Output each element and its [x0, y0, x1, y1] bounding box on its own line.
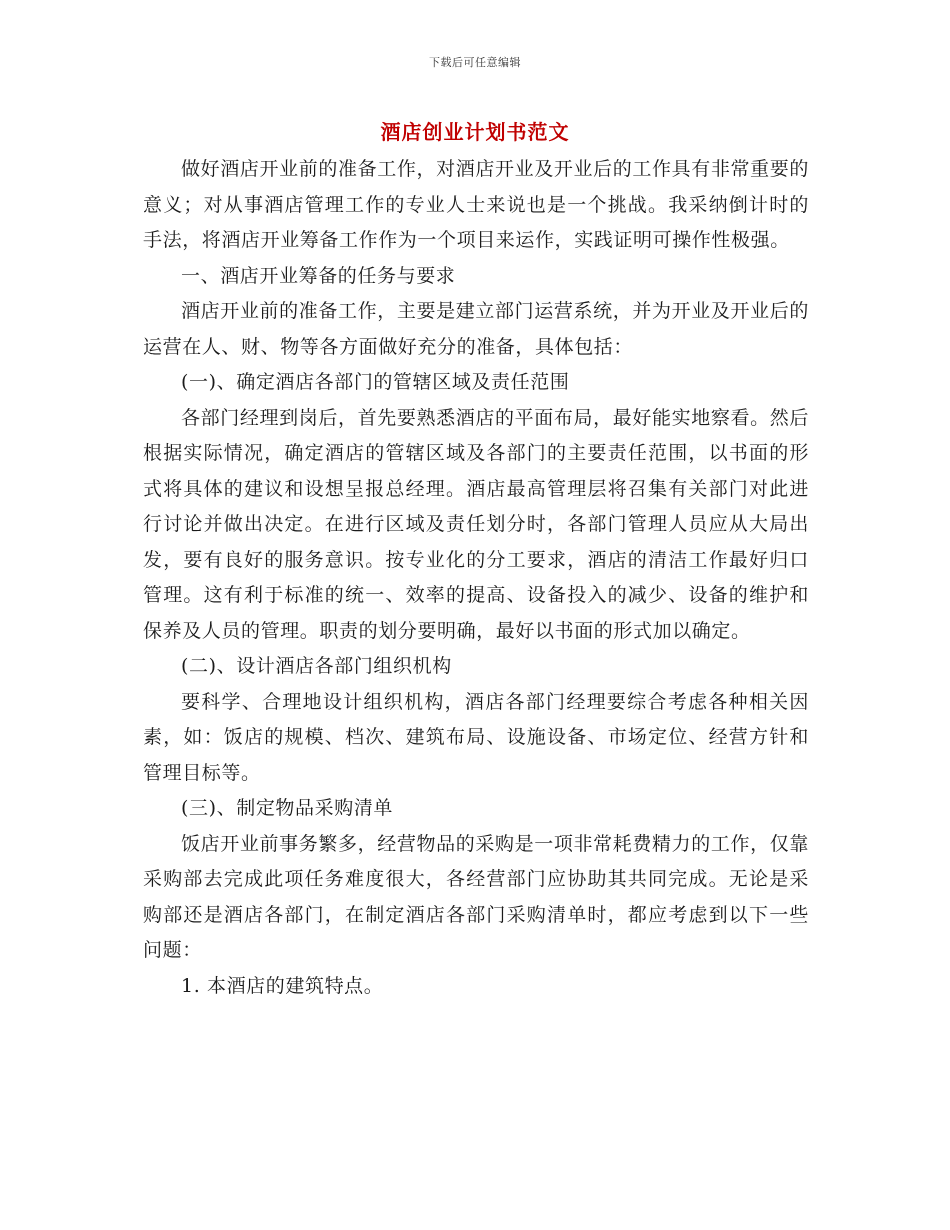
- body-paragraph: 要科学、合理地设计组织机构，酒店各部门经理要综合考虑各种相关因素，如：饭店的规模、档次、建筑布局、设施设备、市场定位、经营方针和管理目标等。: [143, 690, 809, 784]
- section-heading-1: 一、酒店开业筹备的任务与要求: [181, 264, 456, 287]
- list-item: 1. 本酒店的建筑特点。: [181, 974, 384, 997]
- body-paragraph: 饭店开业前事务繁多，经营物品的采购是一项非常耗费精力的工作，仅靠采购部去完成此项任务难度很大，各经营部门应协助其共同完成。无论是采购部还是酒店各部门，在制定酒店各部门采购清单时，都应考虑到以下一些问题：: [143, 832, 809, 961]
- page-header-note: 下载后可任意编辑: [429, 56, 521, 69]
- body-paragraph-intro: 做好酒店开业前的准备工作，对酒店开业及开业后的工作具有非常重要的意义；对从事酒店管理工作的专业人士来说也是一个挑战。我采纳倒计时的手法，将酒店开业筹备工作作为一个项目来运作，实践证明可操作性极强。: [143, 158, 809, 251]
- document-title: 酒店创业计划书范文: [380, 120, 570, 144]
- body-paragraph: 各部门经理到岗后，首先要熟悉酒店的平面布局，最好能实地察看。然后根据实际情况，确定酒店的管辖区域及各部门的主要责任范围，以书面的形式将具体的建议和设想呈报总经理。酒店最高管理层将召集有关部门对此进行讨论并做出决定。在进行区域及责任划分时，各部门管理人员应从大局出发，要有良好的服务意识。按专业化的分工要求，酒店的清洁工作最好归口管理。这有利于标准的统一、效率的提高、设备投入的减少、设备的维护和保养及人员的管理。职责的划分要明确，最好以书面的形式加以确定。: [143, 406, 809, 642]
- subsection-heading-2: (二)、设计酒店各部门组织机构: [181, 655, 452, 677]
- body-paragraph: 酒店开业前的准备工作，主要是建立部门运营系统，并为开业及开业后的运营在人、财、物等各方面做好充分的准备，具体包括：: [143, 300, 809, 358]
- subsection-heading-1: (一)、确定酒店各部门的管辖区域及责任范围: [181, 371, 570, 393]
- document-body: [143, 152, 809, 1004]
- subsection-heading-3: (三)、制定物品采购清单: [181, 797, 394, 819]
